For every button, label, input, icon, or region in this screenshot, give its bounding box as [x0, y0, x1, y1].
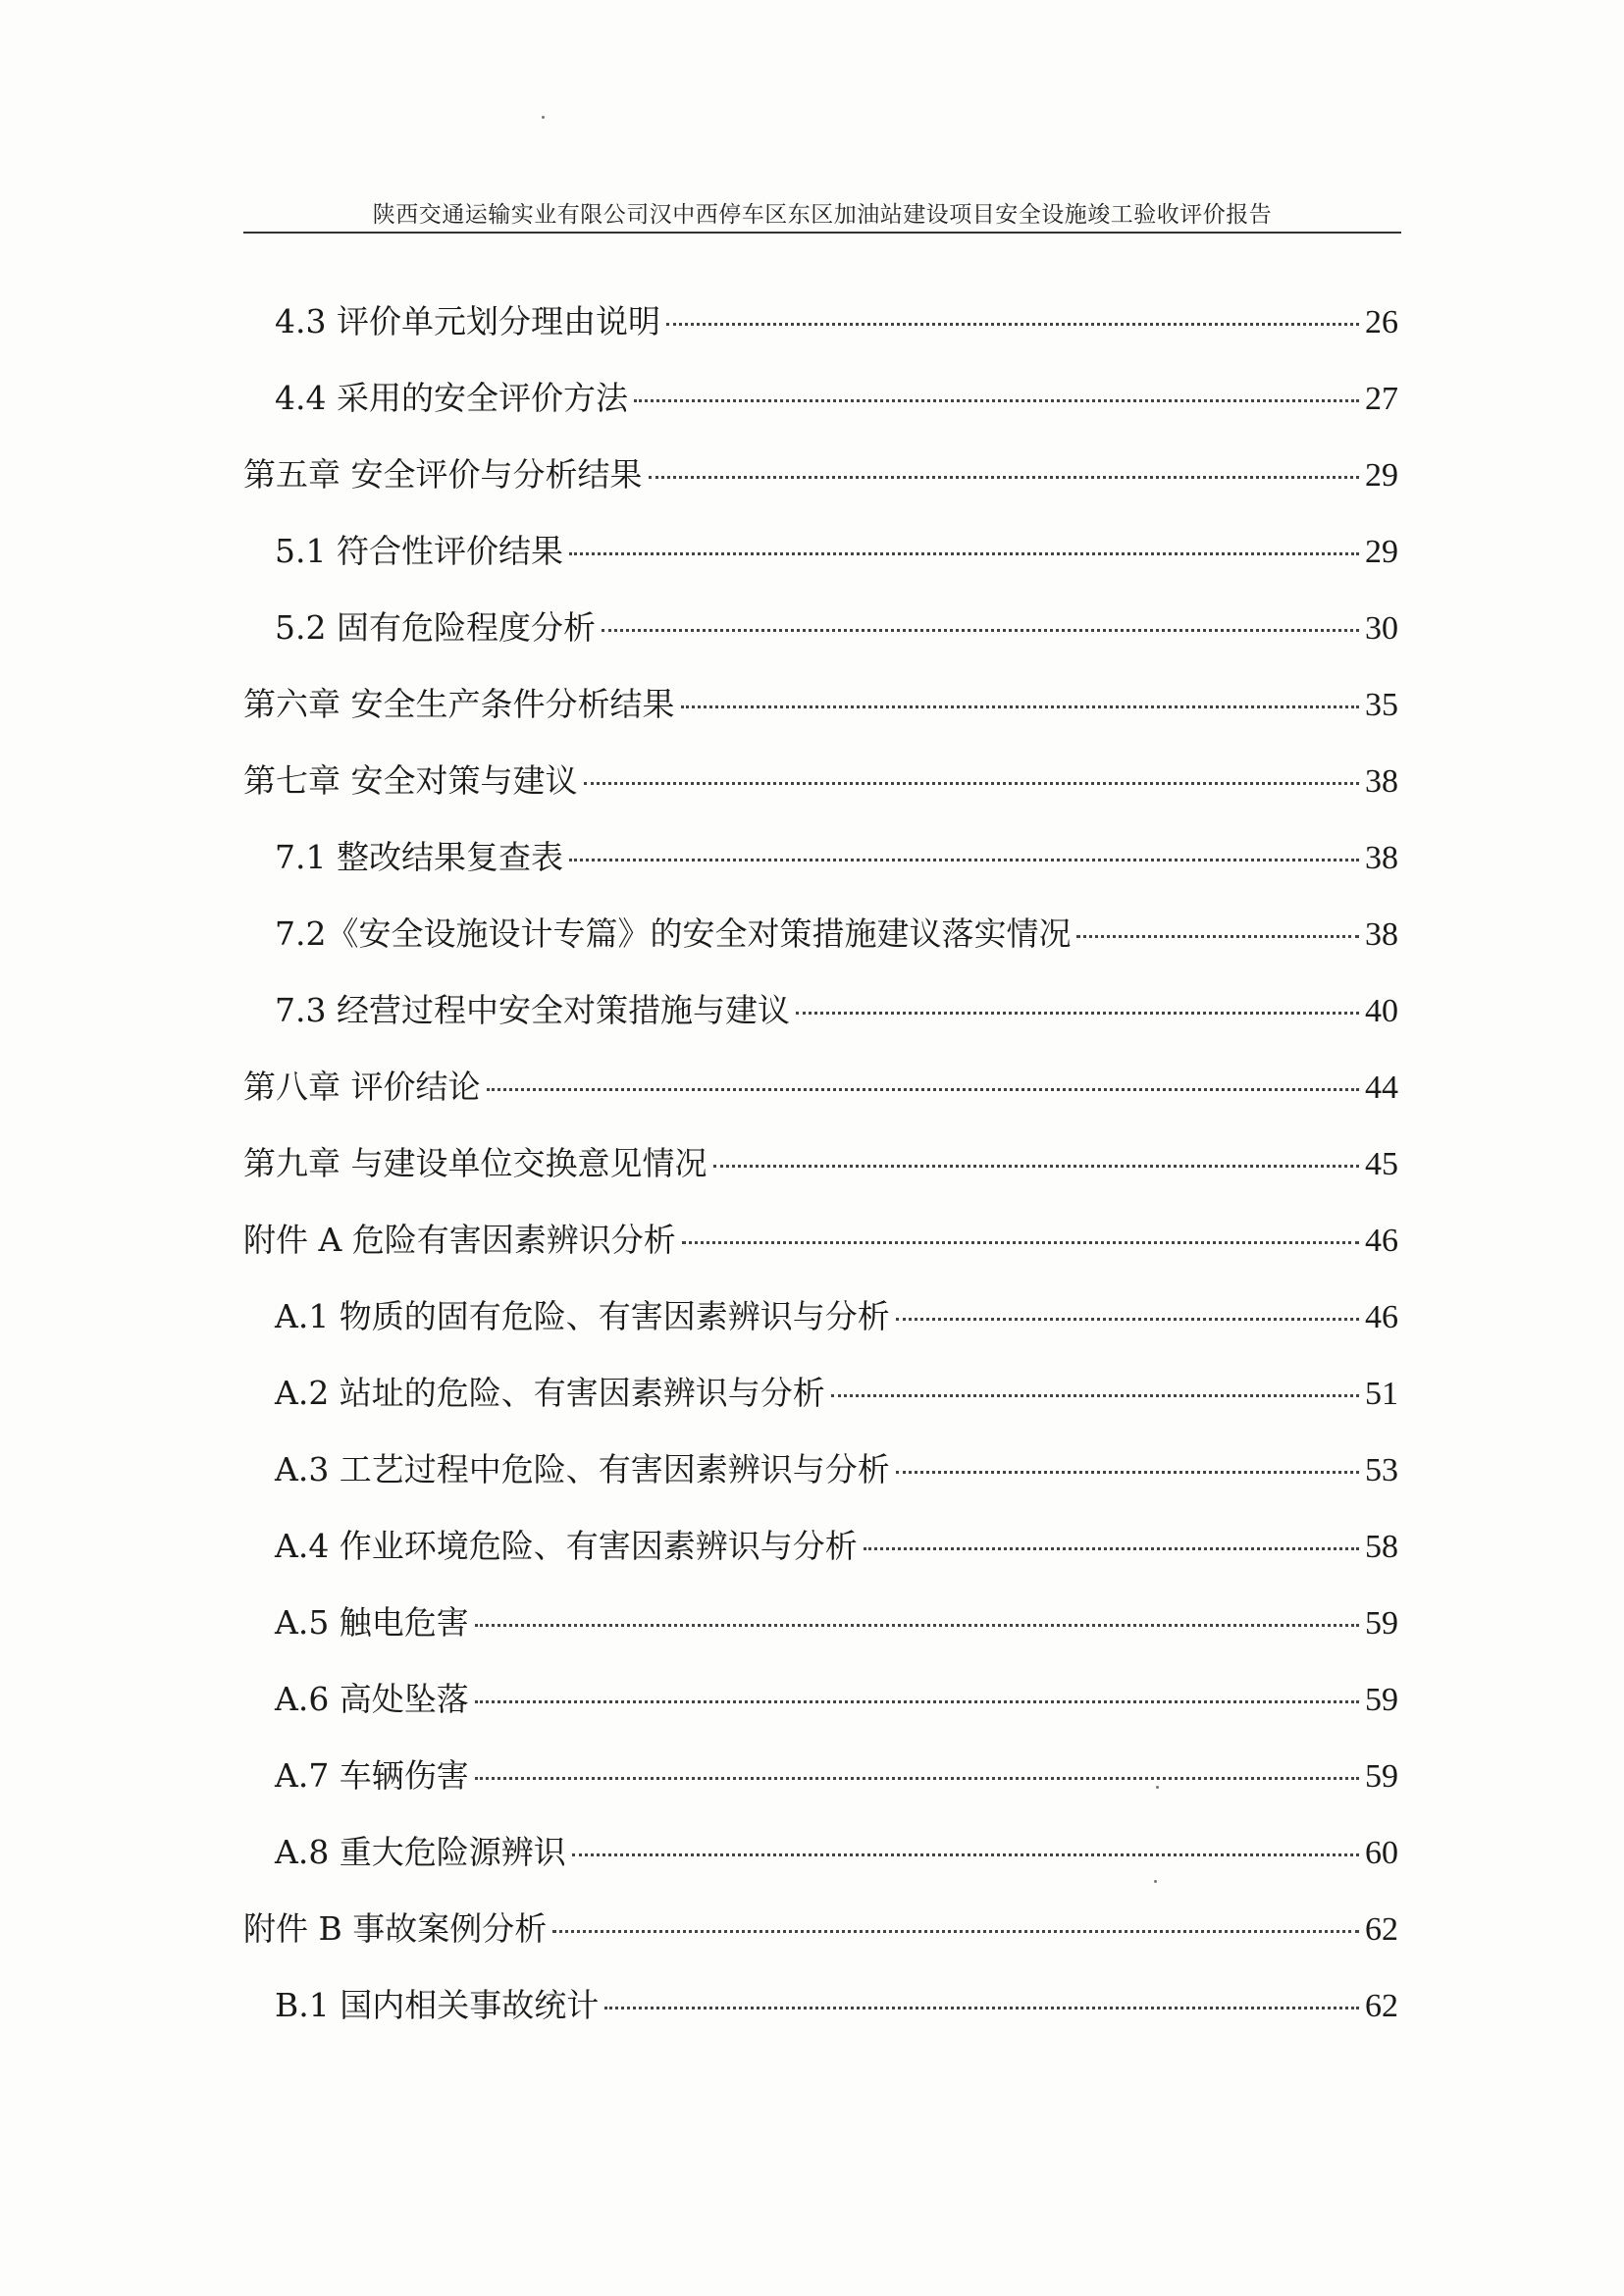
- toc-entry-page: 51: [1365, 1376, 1398, 1412]
- toc-leader-dots: [649, 476, 1360, 479]
- toc-leader-dots: [681, 705, 1360, 708]
- toc-entry-label: 7.3 经营过程中安全对策措施与建议: [275, 991, 790, 1029]
- toc-entry-page: 60: [1365, 1835, 1398, 1871]
- toc-entry-page: 59: [1365, 1682, 1398, 1718]
- toc-entry[interactable]: [243, 759, 1398, 803]
- toc-entry[interactable]: [275, 1754, 1398, 1798]
- toc-leader-dots: [713, 1165, 1360, 1168]
- header-rule: [243, 232, 1401, 234]
- toc-entry-page: 58: [1365, 1529, 1398, 1565]
- toc-leader-dots: [682, 1241, 1359, 1244]
- toc-entry[interactable]: [275, 836, 1398, 879]
- toc-entry-page: 44: [1365, 1070, 1398, 1106]
- toc-entry-label: A.8 重大危险源辨识: [275, 1833, 566, 1871]
- toc-leader-dots: [569, 859, 1359, 861]
- toc-leader-dots: [796, 1012, 1359, 1015]
- toc-entry-label: 4.4 采用的安全评价方法: [275, 379, 628, 417]
- toc-leader-dots: [896, 1471, 1359, 1474]
- toc-entry-label: 第五章 安全评价与分析结果: [243, 455, 643, 494]
- toc-leader-dots: [475, 1700, 1359, 1703]
- toc-entry[interactable]: [243, 1907, 1398, 1951]
- toc-leader-dots: [864, 1547, 1359, 1550]
- toc-entry[interactable]: [275, 1831, 1398, 1874]
- toc-entry-page: 27: [1365, 381, 1398, 417]
- scan-speck: [1156, 1786, 1159, 1789]
- toc-entry-label: A.1 物质的固有危险、有害因素辨识与分析: [275, 1297, 890, 1335]
- toc-entry-label: 5.1 符合性评价结果: [275, 532, 563, 570]
- toc-entry[interactable]: [243, 453, 1398, 496]
- toc-entry[interactable]: [275, 606, 1398, 650]
- toc-entry-label: 第八章 评价结论: [243, 1068, 481, 1106]
- scan-speck: [542, 116, 545, 119]
- toc-entry-label: A.4 作业环境危险、有害因素辨识与分析: [275, 1527, 858, 1565]
- toc-entry-label: A.3 工艺过程中危险、有害因素辨识与分析: [275, 1450, 890, 1488]
- toc-entry-page: 45: [1365, 1146, 1398, 1182]
- toc-leader-dots: [569, 552, 1359, 555]
- toc-entry[interactable]: [243, 1219, 1398, 1262]
- toc-leader-dots: [604, 2007, 1359, 2009]
- toc-entry-page: 62: [1365, 1911, 1398, 1948]
- toc-leader-dots: [602, 629, 1359, 632]
- toc-entry-label: 附件 A 危险有害因素辨识分析: [243, 1221, 676, 1259]
- toc-entry-page: 40: [1365, 993, 1398, 1029]
- toc-entry[interactable]: [243, 1066, 1398, 1109]
- toc-entry-label: A.2 站址的危险、有害因素辨识与分析: [275, 1374, 825, 1412]
- toc-entry[interactable]: [275, 1601, 1398, 1644]
- toc-entry-page: 59: [1365, 1605, 1398, 1642]
- toc-leader-dots: [572, 1853, 1359, 1856]
- toc-entry[interactable]: [275, 1295, 1398, 1338]
- toc-entry[interactable]: [275, 913, 1398, 956]
- toc-leader-dots: [475, 1777, 1359, 1780]
- toc-entry[interactable]: [243, 683, 1398, 726]
- toc-leader-dots: [584, 782, 1360, 785]
- toc-leader-dots: [634, 399, 1359, 402]
- toc-entry[interactable]: [275, 1525, 1398, 1568]
- toc-entry[interactable]: [243, 1142, 1398, 1185]
- toc-entry-page: 29: [1365, 457, 1398, 494]
- toc-entry-label: 第九章 与建设单位交换意见情况: [243, 1144, 707, 1182]
- toc-entry-page: 38: [1365, 916, 1398, 953]
- toc-entry-page: 30: [1365, 610, 1398, 647]
- toc-leader-dots: [831, 1394, 1359, 1397]
- toc-entry-page: 38: [1365, 840, 1398, 876]
- toc-entry[interactable]: [275, 1372, 1398, 1415]
- toc-leader-dots: [552, 1930, 1359, 1933]
- toc-entry-page: 35: [1365, 687, 1398, 723]
- toc-leader-dots: [1076, 935, 1359, 938]
- toc-entry-page: 38: [1365, 763, 1398, 800]
- toc-entry-page: 29: [1365, 534, 1398, 570]
- toc-entry-label: A.5 触电危害: [275, 1603, 469, 1642]
- toc-entry-label: B.1 国内相关事故统计: [275, 1986, 600, 2024]
- toc-entry-page: 62: [1365, 1988, 1398, 2024]
- toc-entry-label: 第六章 安全生产条件分析结果: [243, 685, 675, 723]
- toc-entry[interactable]: [275, 377, 1398, 420]
- toc-entry-page: 53: [1365, 1452, 1398, 1488]
- toc-entry-page: 26: [1365, 304, 1398, 340]
- toc-entry-page: 46: [1365, 1299, 1398, 1335]
- toc-leader-dots: [896, 1318, 1359, 1321]
- toc-entry-page: 46: [1365, 1223, 1398, 1259]
- toc-entry[interactable]: [275, 1984, 1398, 2027]
- toc-entry-label: 5.2 固有危险程度分析: [275, 608, 596, 647]
- toc-entry-label: 附件 B 事故案例分析: [243, 1909, 548, 1948]
- toc-entry[interactable]: [275, 300, 1398, 343]
- toc-entry[interactable]: [275, 989, 1398, 1032]
- running-header: 陕西交通运输实业有限公司汉中西停车区东区加油站建设项目安全设施竣工验收评价报告: [372, 202, 1273, 228]
- toc-entry-label: 7.2《安全设施设计专篇》的安全对策措施建议落实情况: [275, 914, 1072, 953]
- toc-leader-dots: [487, 1088, 1360, 1091]
- toc-entry[interactable]: [275, 1448, 1398, 1491]
- toc-leader-dots: [666, 323, 1359, 326]
- toc-entry[interactable]: [275, 1678, 1398, 1721]
- toc-entry-label: A.6 高处坠落: [275, 1680, 469, 1718]
- toc-entry-label: 第七章 安全对策与建议: [243, 761, 578, 800]
- scan-speck: [1154, 1880, 1157, 1883]
- toc-entry-page: 59: [1365, 1758, 1398, 1795]
- toc-leader-dots: [475, 1624, 1359, 1627]
- toc-entry-label: 4.3 评价单元划分理由说明: [275, 302, 660, 340]
- toc-entry[interactable]: [275, 530, 1398, 573]
- toc-entry-label: 7.1 整改结果复查表: [275, 838, 563, 876]
- toc-entry-label: A.7 车辆伤害: [275, 1756, 469, 1795]
